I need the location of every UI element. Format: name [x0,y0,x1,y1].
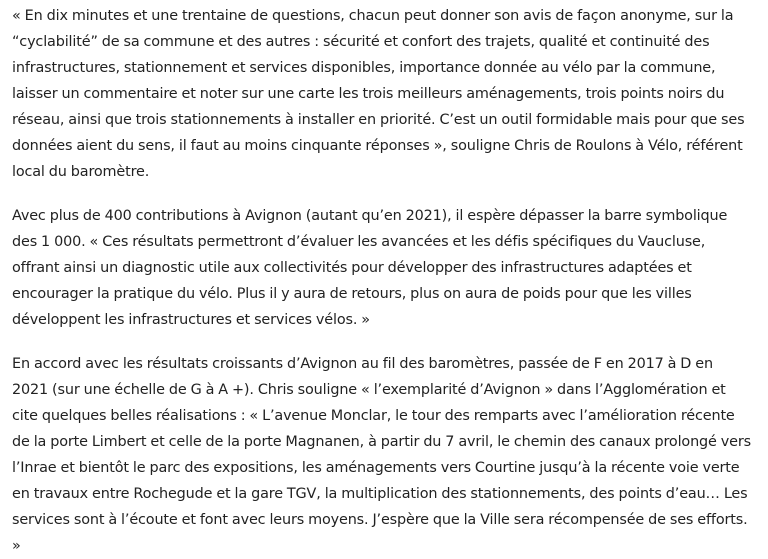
article-paragraph-3: En accord avec les résultats croissants d’Avignon au fil des baromètres, passée de F en 2017 à D en 2021 (sur une échelle de G à A +). Chris souligne « l’exemplarité d’Avignon » dans l’Agglomération et cite quelques belles réalisations : « L’avenue Monclar, le tour des remparts avec l’amélioration récente de la porte Limbert et celle de la porte Magnanen, à partir du 7 avril, le chemin des canaux prolongé vers l’Inrae et bientôt le parc des expositions, les aménagements vers Courtine jusqu’à la récente voie verte en travaux entre Rochegude et la gare TGV, la multiplication des stationnements, des points d’eau… Les services sont à l’écoute et font avec leurs moyens. J’espère que la Ville sera récompensée de ses efforts. » [12,356,751,554]
article-paragraph-1: « En dix minutes et une trentaine de questions, chacun peut donner son avis de façon anonyme, sur la “cyclabilité” de sa commune et des autres : sécurité et confort des trajets, qualité et continuité des infrastructures, stationnement et services disponibles, importance donnée au vélo par la commune, laisser un commentaire et noter sur une carte les trois meilleurs aménagements, trois points noirs du réseau, ainsi que trois stationnements à installer en priorité. C’est un outil formidable mais pour que ses données aient du sens, il faut au moins cinquante réponses », souligne Chris de Roulons à Vélo, référent local du baromètre. [12,8,745,180]
article-paragraph-2: Avec plus de 400 contributions à Avignon (autant qu’en 2021), il espère dépasser la barre symbolique des 1 000. « Ces résultats permettront d’évaluer les avancées et les défis spécifiques du Vaucluse, offrant ainsi un diagnostic utile aux collectivités pour développer des infrastructures adaptées et encourager la pratique du vélo. Plus il y aura de retours, plus on aura de poids pour que les villes développent les infrastructures et services vélos. » [12,208,728,328]
